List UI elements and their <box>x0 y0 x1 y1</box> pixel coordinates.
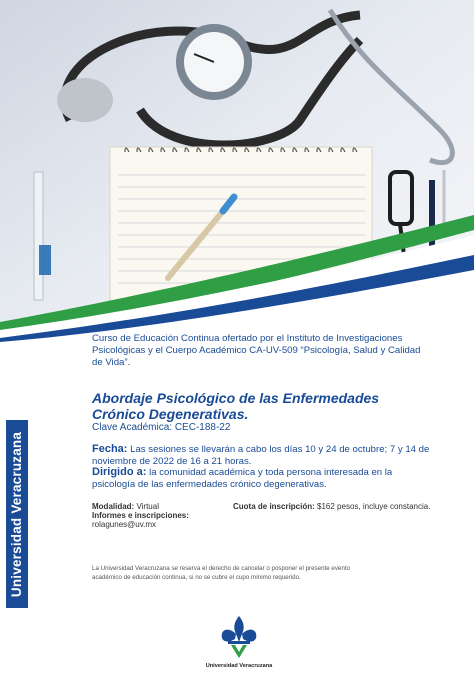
dirigido-label: Dirigido a: <box>92 466 147 478</box>
contact-email[interactable]: rolagunes@uv.mx <box>92 520 156 529</box>
modalidad-value: Virtual <box>136 502 159 511</box>
university-vertical-label-wrap <box>6 420 28 608</box>
fecha-label: Fecha: <box>92 443 128 455</box>
dirigido-block <box>92 467 432 490</box>
cuota-value: $162 pesos, incluye constancia. <box>317 502 431 511</box>
disclaimer: La Universidad Veracruzana se reserva el derecho de cancelar o posponer el presente evento académico de educación continua, si no se cubre el cupo mínimo requerido. <box>92 565 350 581</box>
university-vertical-label: Universidad Veracruzana <box>9 431 25 597</box>
logo-label: Universidad Veracruzana <box>205 663 273 669</box>
modalidad-label: Modalidad: <box>92 502 135 511</box>
course-title: Abordaje Psicológico de las Enfermedades Crónico Degenerativas. <box>92 390 380 422</box>
cuota-line <box>233 502 430 511</box>
dirigido-text: la comunidad académica y toda persona interesada en la psicología de las enfermedades crónico degenerativas. <box>92 467 393 490</box>
course-intro: Curso de Educación Continua ofertado por el Instituto de Investigaciones Psicológicas y el Cuerpo Académico CA-UV-509 “Psicología, Salud y Calidad de Vida”. <box>92 333 421 368</box>
hero-illustration <box>0 0 474 345</box>
modalidad-line <box>92 502 159 511</box>
course-clave: Clave Académica: CEC-188-22 <box>92 422 231 433</box>
fleur-de-lis-logo-icon <box>214 612 264 662</box>
informes-label-text: Informes e inscripciones: <box>92 511 189 520</box>
cuota-label: Cuota de inscripción: <box>233 502 315 511</box>
fecha-text: Las sesiones se llevarán a cabo los días 10 y 24 de octubre; 7 y 14 de noviembre de 2022 de 16 a 21 horas. <box>92 444 430 467</box>
fecha-block <box>92 444 432 467</box>
pump-bulb <box>57 78 113 122</box>
informes-label <box>92 511 189 520</box>
hero-photo <box>0 0 474 345</box>
